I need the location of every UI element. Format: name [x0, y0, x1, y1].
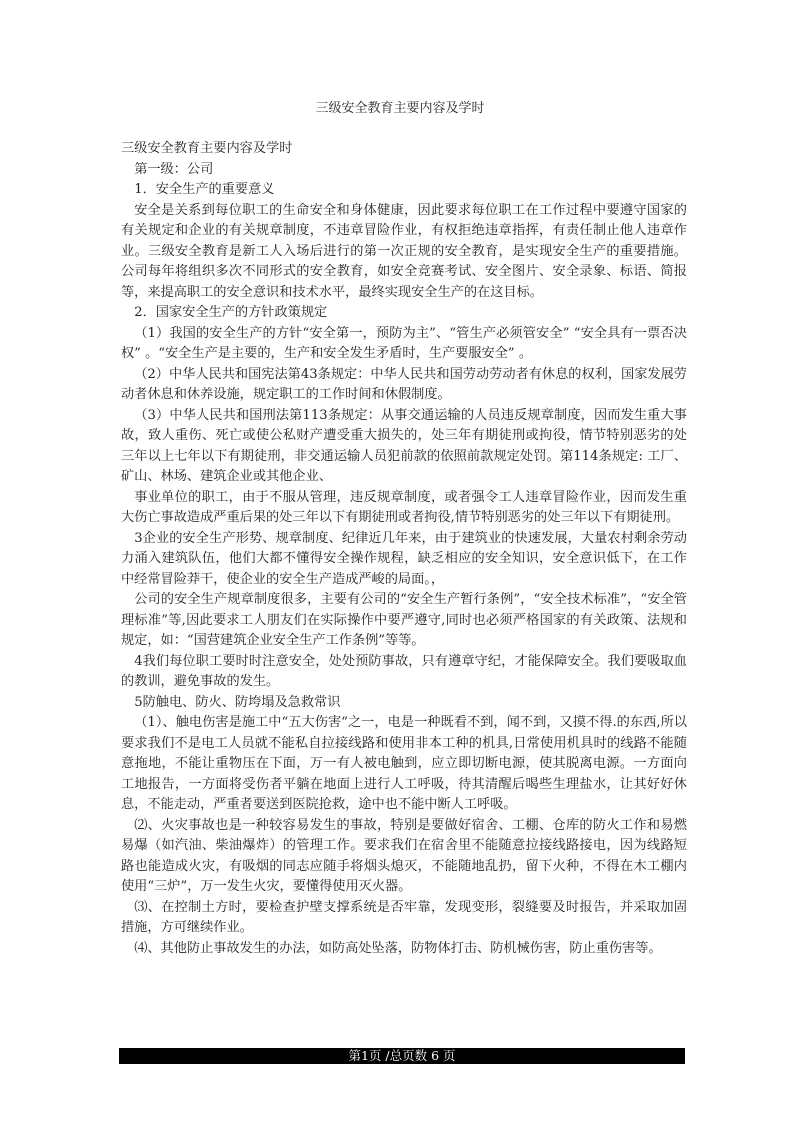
section5-item-4: ⑷、其他防止事故发生的办法，如防高处坠落，防物体打击、防机械伤害，防止重伤害等。: [134, 940, 662, 956]
section5-item-2: ⑵、火灾事故也是一种较容易发生的事故，特别是要做好宿舍、工棚、仓库的防火工作和易燃易爆（如汽油、柴油爆炸）的管理工作。要求我们在宿舍里不能随意拉接线路接电，因为线路短路也能造成火灾，有吸烟的同志应随手将烟头熄灭，不能随地乱扔，留下火种，不得在木工棚内使用“三炉”，万一发生火灾，要懂得使用灭火器。: [121, 817, 687, 894]
section2-item-3-continued: 事业单位的职工，由于不服从管理，违反规章制度，或者强令工人违章冒险作业，因而发生重大伤亡事故造成严重后果的处三年以下有期徒刑或者拘役,情节特别恶劣的处三年以下有期徒刑。: [121, 489, 687, 525]
section5-item-3: ⑶、在控制土方时，要检查护壁支撑系统是否牢靠，发现变形，裂缝要及时报告，并采取加固措施，方可继续作业。: [121, 899, 687, 935]
section3-paragraph: 3企业的安全生产形势、规章制度、纪律近几年来，由于建筑业的快速发展，大量农村剩余劳动力涌入建筑队伍，他们大都不懂得安全操作规程，缺乏相应的安全知识，安全意识低下，在工作中经常冒险莽干，使企业的安全生产造成严峻的局面。，: [121, 530, 687, 587]
section5-title: 5防触电、防火、防垮塌及急救常识: [134, 694, 341, 710]
section2-item-2: （2）中华人民共和国宪法第43条规定：中华人民共和国劳动劳动者有休息的权利，国家发展劳动者休息和休养设施，规定职工的工作时间和休假制度。: [121, 366, 687, 402]
section2-item-1: （1）我国的安全生产的方针“安全第一，预防为主”、“管生产必须管安全” “安全具有一票否决权” 。“安全生产是主要的，生产和安全发生矛盾时，生产要服安全” 。: [121, 325, 687, 361]
page-footer: 第1页 /总页数 6 页: [119, 1048, 685, 1064]
level-one-label: 第一级：公司: [134, 161, 214, 177]
document-heading: 三级安全教育主要内容及学时: [121, 141, 293, 156]
document-body: [121, 139, 687, 959]
section5-item-1: （1）、触电伤害是施工中“五大伤害“之一，电是一种既看不到，闻不到，又摸不得.的东西,所以要求我们不是电工人员就不能私自拉接线路和使用非本工种的机具,日常使用机具时的线路不能随意拖地，不能让重物压在下面，万一有人被电触到，应立即切断电源，使其脱离电源。一方面向工地报告，一方面将受伤者平躺在地面上进行人工呼吸，待其清醒后喝些生理盐水，让其好好休息，不能走动，严重者要送到医院抢救，途中也不能中断人工呼吸。: [121, 715, 687, 812]
section1-paragraph: 安全是关系到每位职工的生命安全和身体健康，因此要求每位职工在工作过程中要遵守国家的有关规定和企业的有关规章制度，不违章冒险作业，有权拒绝违章指挥，有责任制止他人违章作业。三级安全教育是新工人入场后进行的第一次正规的安全教育，是实现安全生产的重要措施。公司每年将组织多次不同形式的安全教育，如安全竞赛考试、安全图片、安全录象、标语、简报等，来提高职工的安全意识和技术水平，最终实现安全生产的在这目标。: [121, 202, 687, 300]
section2-item-3: （3）中华人民共和国刑法第113条规定：从事交通运输的人员违反规章制度，因而发生重大事故，致人重伤、死亡或使公私财产遭受重大损失的，处三年有期徒刑或拘役，情节特别恶劣的处三年以上七年以下有期徒刑，非交通运输人员犯前款的依照前款规定处罚。第114条规定: 工厂、矿山、林场、建筑企业或其他企业、: [121, 407, 687, 484]
section4-paragraph: 4我们每位职工要时时注意安全，处处预防事故，只有遵章守纪，才能保障安全。我们要吸取血的教训，避免事故的发生。: [121, 653, 687, 689]
page-title: 三级安全教育主要内容及学时: [315, 101, 485, 116]
section1-title: 1．安全生产的重要意义: [134, 182, 275, 197]
section2-title: 2．国家安全生产的方针政策规定: [134, 305, 328, 320]
section3-paragraph-2: 公司的安全生产规章制度很多，主要有公司的“安全生产暂行条例”，“安全技术标准”，“安全管理标准”等,因此要求工人朋友们在实际操作中要严遵守,同时也必须严格国家的有关政策、法规和规定，如：“国营建筑企业安全生产工作条例”等等。: [121, 592, 687, 648]
